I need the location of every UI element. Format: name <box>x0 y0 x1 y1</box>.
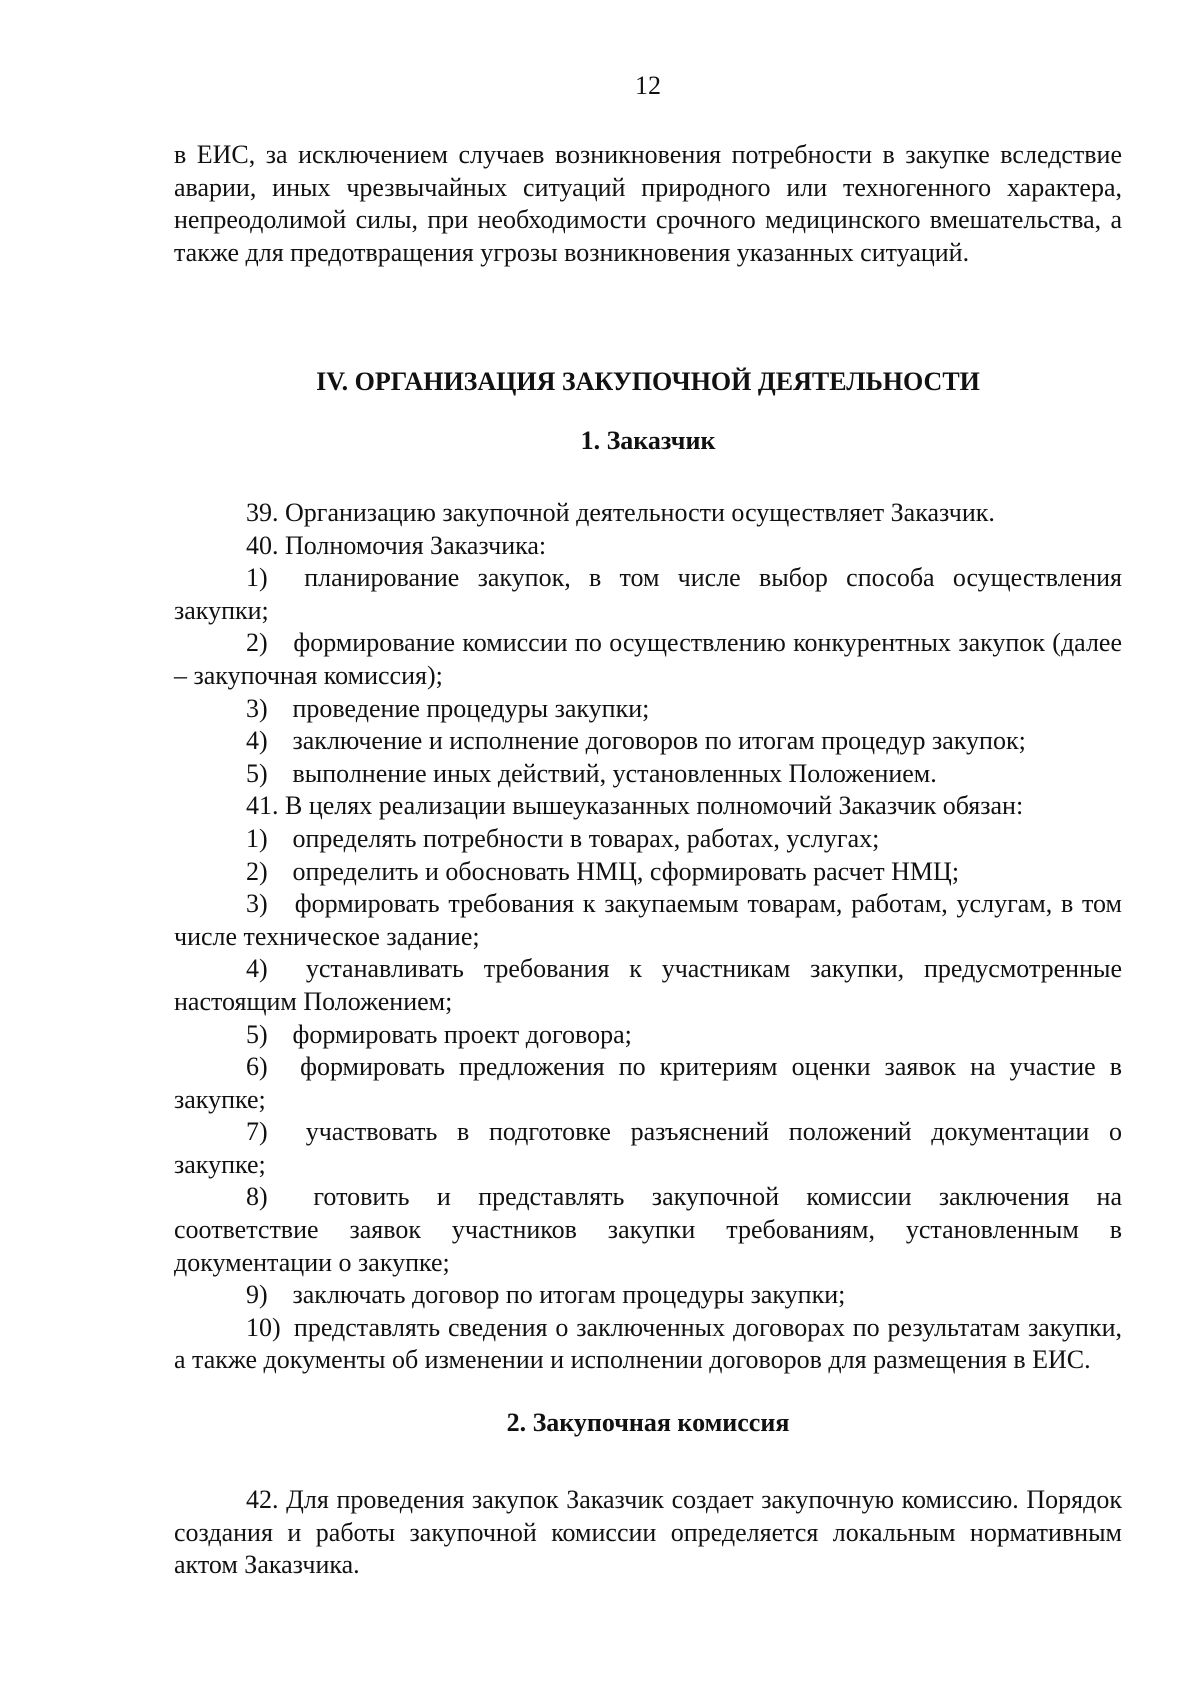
list-item-text: представлять сведения о заключенных договорах по результатам закупки, а также документы об изменении и исполнении договоров для размещения в ЕИС. <box>174 1312 1123 1375</box>
list-item-number: 8) <box>246 1182 268 1212</box>
list-item-text: формировать предложения по критериям оценки заявок на участие в закупке; <box>174 1052 1123 1114</box>
list-item <box>174 1181 1122 1279</box>
page-number: 12 <box>635 71 661 100</box>
main-text-block <box>174 497 1122 1377</box>
list-item-text: планирование закупок, в том числе выбор способа осуществления закупки; <box>174 563 1123 625</box>
list-item <box>174 758 1122 791</box>
list-item <box>174 725 1122 758</box>
list-item-text: определять потребности в товарах, работах, услугах; <box>292 823 880 853</box>
paragraph-42: 42. Для проведения закупок Заказчик создает закупочную комиссию. Порядок создания и работы закупочной комиссии определяется локальным нормативным актом Заказчика. <box>174 1485 1122 1580</box>
paragraph-41: 41. В целях реализации вышеуказанных полномочий Заказчик обязан: <box>246 791 1024 821</box>
list-item-number: 2) <box>246 628 268 658</box>
list-item <box>174 1312 1122 1377</box>
section-title: IV. ОРГАНИЗАЦИЯ ЗАКУПОЧНОЙ ДЕЯТЕЛЬНОСТИ <box>316 367 980 396</box>
list-item-text: формирование комиссии по осуществлению конкурентных закупок (далее – закупочная комиссия); <box>174 628 1123 690</box>
list-item-number: 4) <box>246 954 268 984</box>
list-item <box>174 1019 1122 1052</box>
list-item-number: 9) <box>246 1280 268 1310</box>
list-item-text: готовить и представлять закупочной комиссии заключения на соответствие заявок участников закупки требованиям, установленным в документации о закупке; <box>174 1182 1123 1277</box>
subsection-title-commission: 2. Закупочная комиссия <box>506 1408 790 1437</box>
list-item <box>174 823 1122 856</box>
list-item-number: 4) <box>246 726 268 756</box>
list-item-number: 2) <box>246 856 268 886</box>
list-item-text: выполнение иных действий, установленных Положением. <box>292 758 937 788</box>
list-item-text: определить и обосновать НМЦ, сформировать расчет НМЦ; <box>292 856 960 886</box>
list-item-text: заключение и исполнение договоров по итогам процедур закупок; <box>292 726 1026 756</box>
list-item-text: устанавливать требования к участникам закупки, предусмотренные настоящим Положением; <box>174 954 1122 1016</box>
list-item-number: 3) <box>246 889 268 919</box>
subsection-title-customer: 1. Заказчик <box>580 426 716 455</box>
paragraph-41-list <box>174 823 1122 1377</box>
list-item <box>174 693 1122 726</box>
list-item <box>174 1051 1122 1116</box>
list-item <box>174 953 1122 1018</box>
final-paragraph-block <box>174 1484 1122 1582</box>
list-item-number: 5) <box>246 758 268 788</box>
list-item <box>174 888 1122 953</box>
list-item-text: участвовать в подготовке разъяснений положений документации о закупке; <box>174 1117 1122 1179</box>
paragraph-39: 39. Организацию закупочной деятельности осуществляет Заказчик. <box>246 498 995 527</box>
paragraph-40-list <box>174 562 1122 790</box>
list-item-number: 3) <box>246 693 268 723</box>
list-item-number: 7) <box>246 1117 268 1147</box>
list-item-text: формировать требования к закупаемым товарам, работам, услугам, в том числе техническое задание; <box>174 889 1122 951</box>
list-item-number: 5) <box>246 1019 268 1049</box>
list-item <box>174 1116 1122 1181</box>
list-item-text: проведение процедуры закупки; <box>292 693 650 723</box>
list-item-number: 6) <box>246 1052 268 1082</box>
list-item-text: заключать договор по итогам процедуры закупки; <box>292 1280 846 1310</box>
list-item-number: 1) <box>246 563 268 593</box>
paragraph-40: 40. Полномочия Заказчика: <box>246 530 547 560</box>
list-item <box>174 856 1122 889</box>
list-item-number: 10) <box>246 1312 281 1342</box>
list-item <box>174 1279 1122 1312</box>
intro-paragraph: в ЕИС, за исключением случаев возникновения потребности в закупке вследствие аварии, иных чрезвычайных ситуаций природного или техногенного характера, непреодолимой силы, при необходимости срочного медицинского вмешательства, а также для предотвращения угрозы возникновения указанных ситуаций. <box>174 140 1122 267</box>
list-item <box>174 562 1122 627</box>
intro-paragraph-block <box>174 139 1122 269</box>
list-item-number: 1) <box>246 823 268 853</box>
list-item <box>174 627 1122 692</box>
list-item-text: формировать проект договора; <box>292 1019 632 1049</box>
